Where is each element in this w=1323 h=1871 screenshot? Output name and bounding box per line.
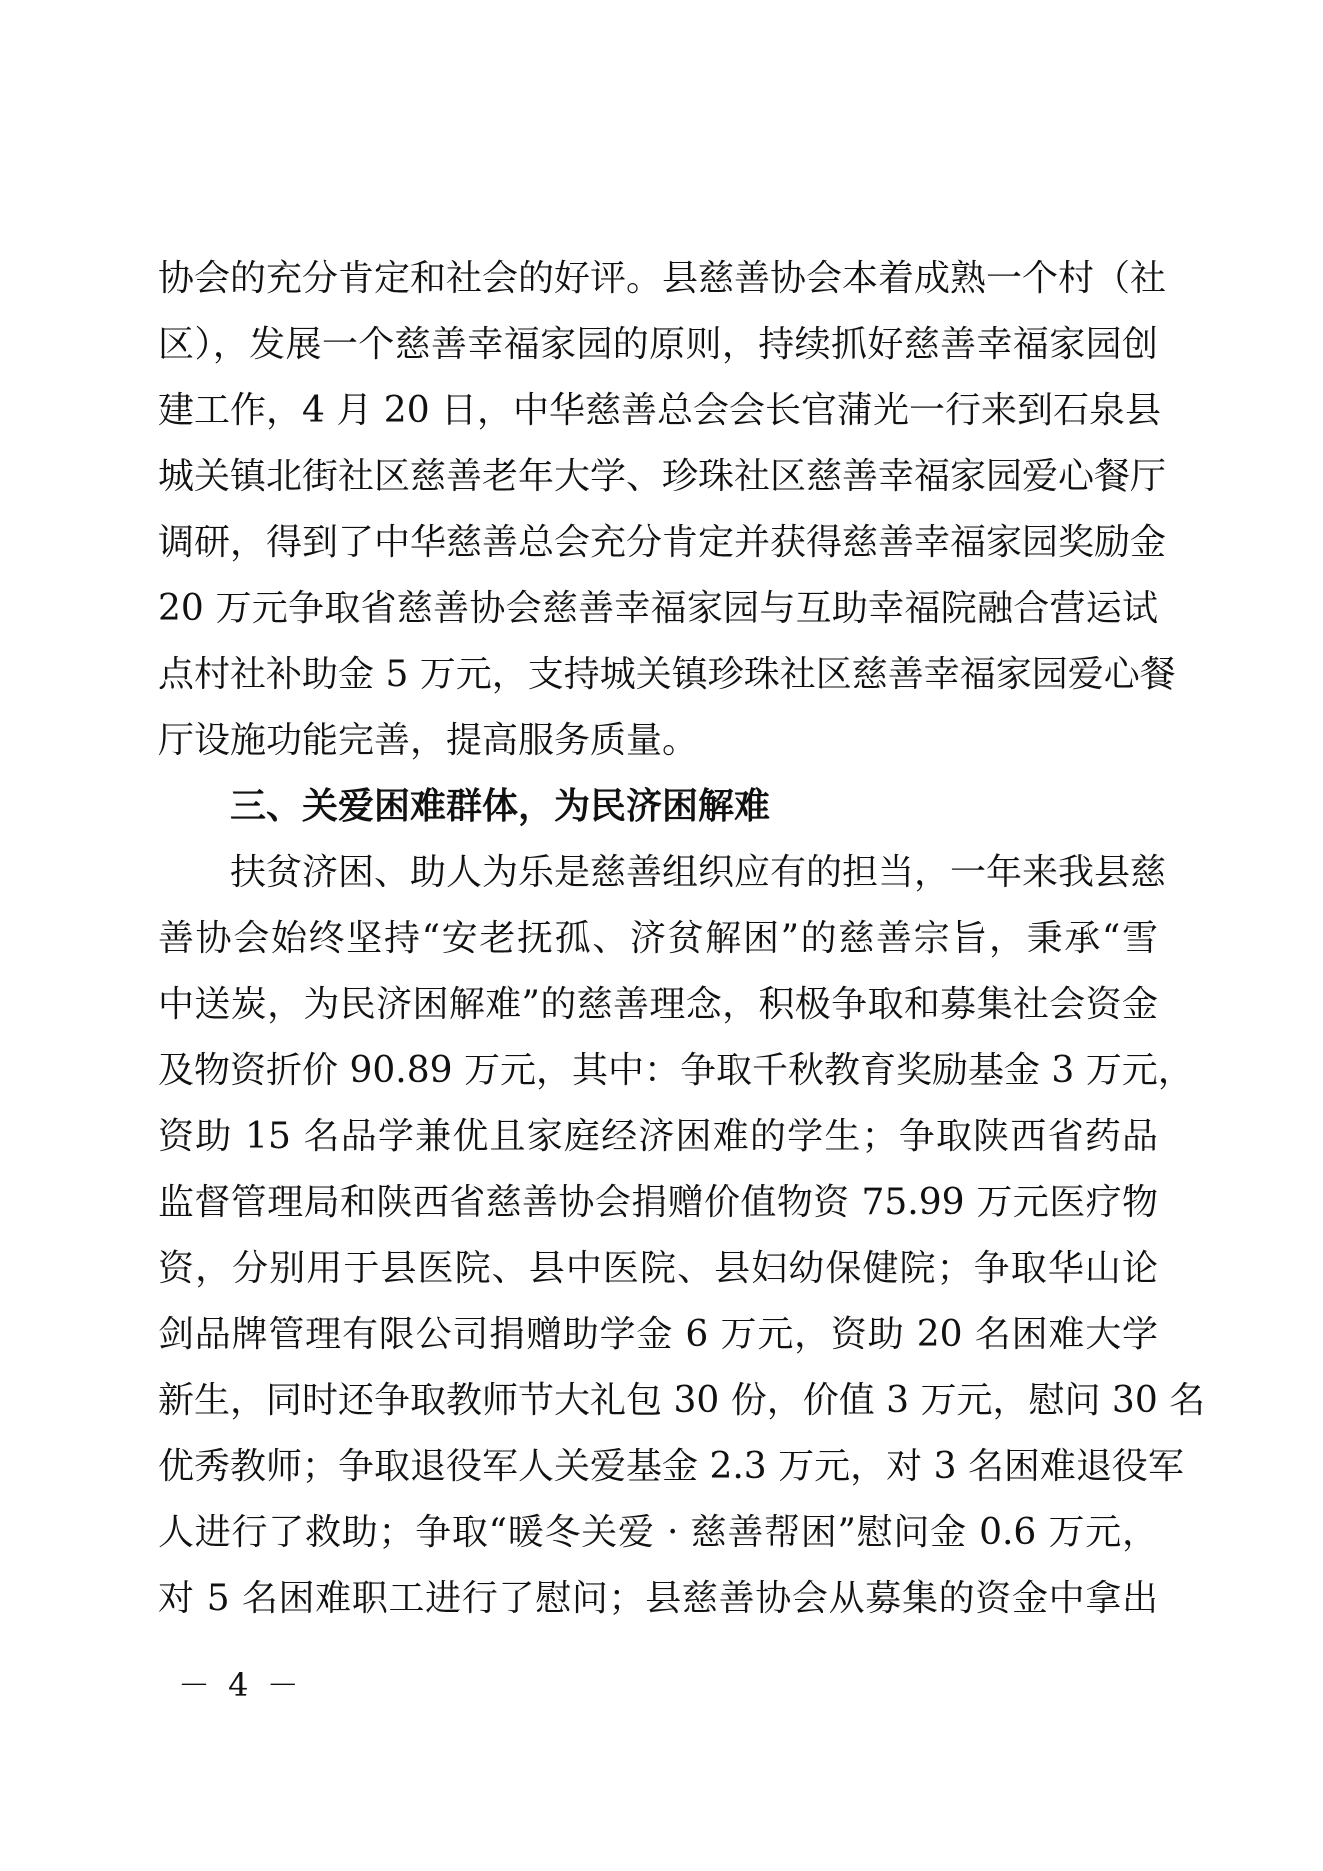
- page-number: － 4 －: [178, 1666, 303, 1704]
- paragraph-line: 优秀教师；争取退役军人关爱基金 2.3 万元，对 3 名困难退役军: [158, 1446, 1184, 1487]
- paragraph-line: 资助 15 名品学兼优且家庭经济困难的学生；争取陕西省药品: [158, 1116, 1158, 1157]
- paragraph-line: 及物资折价 90.89 万元，其中：争取千秋教育奖励基金 3 万元，: [158, 1050, 1194, 1091]
- paragraph-line: 剑品牌管理有限公司捐赠助学金 6 万元，资助 20 名困难大学: [158, 1314, 1158, 1355]
- body-text: [158, 246, 1206, 1632]
- paragraph-line: 监督管理局和陕西省慈善协会捐赠价值物资 75.99 万元医疗物: [158, 1182, 1158, 1223]
- paragraph-line: 资，分别用于县医院、县中医院、县妇幼保健院；争取华山论: [158, 1248, 1158, 1289]
- paragraph-line: 中送炭，为民济困解难”的慈善理念，积极争取和募集社会资金: [158, 984, 1158, 1025]
- paragraph-line: 建工作，4 月 20 日，中华慈善总会会长官蒲光一行来到石泉县: [158, 390, 1162, 431]
- paragraph-line: 厅设施功能完善，提高服务质量。: [158, 720, 699, 761]
- paragraph-line: 20 万元争取省慈善协会慈善幸福家园与互助幸福院融合营运试: [158, 588, 1158, 629]
- paragraph-line: 新生，同时还争取教师节大礼包 30 份，价值 3 万元，慰问 30 名: [158, 1380, 1206, 1421]
- paragraph-line: 协会的充分肯定和社会的好评。县慈善协会本着成熟一个村（社: [158, 258, 1167, 299]
- paragraph-line: 人进行了救助；争取“暖冬关爱 · 慈善帮困”慰问金 0.6 万元，: [158, 1512, 1158, 1553]
- paragraph-line: 善协会始终坚持“安老抚孤、济贫解困”的慈善宗旨，秉承“雪: [158, 918, 1158, 959]
- paragraph-line: 点村社补助金 5 万元，支持城关镇珍珠社区慈善幸福家园爱心餐: [158, 654, 1176, 695]
- paragraph-line: 对 5 名困难职工进行了慰问；县慈善协会从募集的资金中拿出: [158, 1578, 1158, 1619]
- paragraph-line: 城关镇北街社区慈善老年大学、珍珠社区慈善幸福家园爱心餐厅: [158, 456, 1167, 497]
- paragraph-line: 区），发展一个慈善幸福家园的原则，持续抓好慈善幸福家园创: [158, 324, 1158, 365]
- paragraph-line: 扶贫济困、助人为乐是慈善组织应有的担当，一年来我县慈: [230, 852, 1167, 893]
- paragraph-line: 调研，得到了中华慈善总会充分肯定并获得慈善幸福家园奖励金: [158, 522, 1167, 563]
- section-heading: 三、关爱困难群体，为民济困解难: [230, 786, 771, 827]
